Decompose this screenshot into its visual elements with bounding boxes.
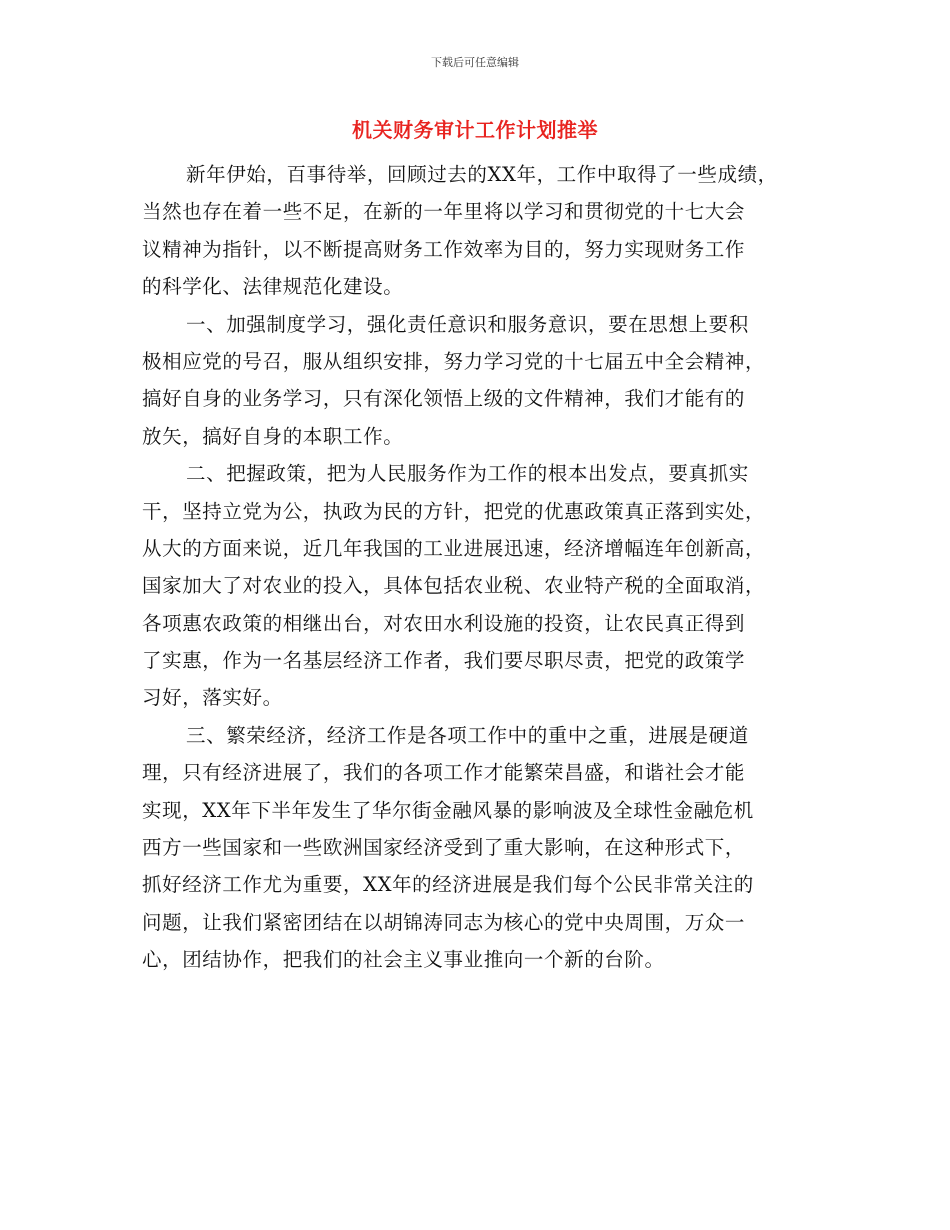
paragraph-3-line-7: 习好，落实好。	[142, 686, 283, 710]
paragraph-4-line-1: 三、繁荣经济，经济工作是各项工作中的重中之重，进展是硬道	[186, 723, 749, 747]
paragraph-4-line-7: 心，团结协作，把我们的社会主义事业推向一个新的台阶。	[142, 948, 665, 972]
document-body	[142, 156, 832, 979]
paragraph-3-line-4: 国家加大了对农业的投入，具体包括农业税、农业特产税的全面取消，	[142, 574, 766, 598]
paragraph-2-line-2: 极相应党的号召，服从组织安排，努力学习党的十七届五中全会精神，	[142, 349, 766, 373]
paragraph-2-line-1: 一、加强制度学习，强化责任意识和服务意识，要在思想上要积	[186, 312, 749, 336]
paragraph-2-line-3: 搞好自身的业务学习，只有深化领悟上级的文件精神，我们才能有的	[142, 387, 746, 411]
paragraph-1-line-3: 议精神为指针，以不断提高财务工作效率为目的，努力实现财务工作	[142, 237, 746, 261]
paragraph-3-line-1: 二、把握政策，把为人民服务作为工作的根本出发点，要真抓实	[186, 462, 749, 486]
paragraph-1-line-2: 当然也存在着一些不足，在新的一年里将以学习和贯彻党的十七大会	[142, 200, 746, 224]
paragraph-3-line-2: 干，坚持立党为公，执政为民的方针，把党的优惠政策真正落到实处，	[142, 499, 766, 523]
paragraph-4-line-2: 理，只有经济进展了，我们的各项工作才能繁荣昌盛，和谐社会才能	[142, 761, 746, 785]
paragraph-4-line-6: 问题，让我们紧密团结在以胡锦涛同志为核心的党中央周围，万众一	[142, 910, 746, 934]
paragraph-3-line-3: 从大的方面来说，近几年我国的工业进展迅速，经济增幅连年创新高，	[142, 536, 766, 560]
paragraph-4-line-3: 实现，XX年下半年发生了华尔街金融风暴的影响波及全球性金融危机	[142, 798, 754, 822]
paragraph-2-line-4: 放矢，搞好自身的本职工作。	[142, 424, 404, 448]
paragraph-3-line-5: 各项惠农政策的相继出台，对农田水利设施的投资，让农民真正得到	[142, 611, 746, 635]
document-title: 机关财务审计工作计划推举	[352, 118, 598, 142]
paragraph-4-line-4: 西方一些国家和一些欧洲国家经济受到了重大影响，在这种形式下，	[142, 836, 746, 860]
paragraph-1-line-1: 新年伊始，百事待举，回顾过去的XX年，工作中取得了一些成绩，	[186, 163, 778, 186]
paragraph-4-line-5: 抓好经济工作尤为重要，XX年的经济进展是我们每个公民非常关注的	[142, 873, 754, 897]
header-note: 下载后可任意编辑	[431, 56, 519, 69]
paragraph-3-line-6: 了实惠，作为一名基层经济工作者，我们要尽职尽责，把党的政策学	[142, 649, 746, 673]
paragraph-1-line-4: 的科学化、法律规范化建设。	[142, 275, 404, 299]
